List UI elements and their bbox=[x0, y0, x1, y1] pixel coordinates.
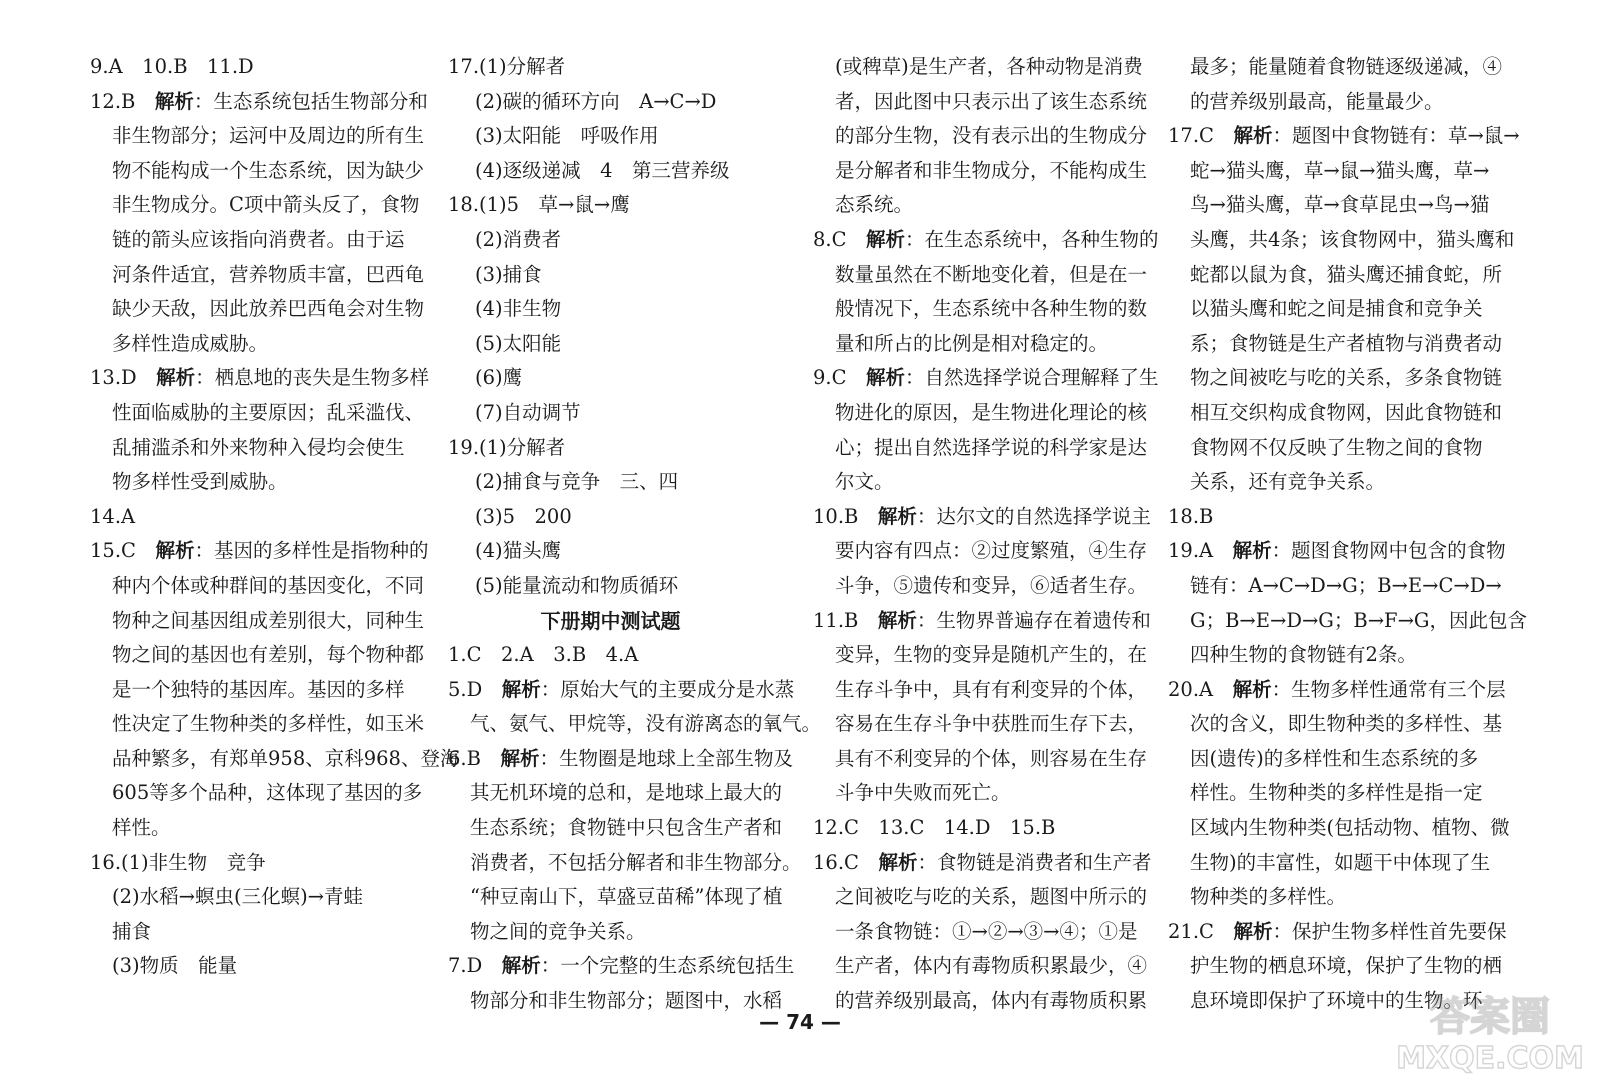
answer-line: 斗争，⑤遗传和变异，⑥适者生存。 bbox=[835, 573, 1148, 597]
answer-column-2 bbox=[448, 50, 822, 1019]
answer-column-4 bbox=[1168, 50, 1527, 1019]
answer-line: 区域内生物种类(包括动物、植物、微 bbox=[1190, 816, 1510, 840]
answer-line: (或稗草)是生产者，各种动物是消费 bbox=[835, 55, 1143, 78]
watermark-title: 答案圈 bbox=[1430, 994, 1550, 1040]
answer-line: 物进化的原因，是生物进化理论的核 bbox=[835, 400, 1148, 424]
analysis-keyword: 解析 bbox=[501, 677, 541, 701]
answer-line: 的营养级别最高，体内有毒物质积累 bbox=[835, 989, 1148, 1013]
analysis-text: ：生物多样性通常有三个层 bbox=[1271, 677, 1506, 701]
answer-line: (4)非生物 bbox=[475, 297, 562, 321]
answer-line: (2)消费者 bbox=[475, 227, 562, 251]
answer-line: 消费者，不包括分解者和非生物部分。 bbox=[470, 850, 802, 874]
answer-line: G；B→E→D→G；B→F→G，因此包含 bbox=[1190, 608, 1527, 632]
answer-line: 之间被吃与吃的关系，题图中所示的 bbox=[835, 885, 1148, 909]
answer-line bbox=[813, 846, 1152, 881]
answer-line: 18.(1)5 草→鼠→鹰 bbox=[448, 193, 630, 217]
answer-line bbox=[813, 500, 1151, 535]
answer-line: 变异，生物的变异是随机产生的，在 bbox=[835, 643, 1148, 667]
answer-line: 19.(1)分解者 bbox=[448, 435, 566, 459]
answer-line: 河条件适宜，营养物质丰富，巴西龟 bbox=[112, 262, 425, 286]
answer-line: 乱捕滥杀和外来物种入侵均会使生 bbox=[112, 435, 405, 459]
answer-line: 样性。 bbox=[112, 816, 171, 840]
answer-line: 是一个独特的基因库。基因的多样 bbox=[112, 677, 405, 701]
analysis-text: ：题图食物网中包含的食物 bbox=[1271, 539, 1506, 563]
answer-line: 斗争中失败而死亡。 bbox=[835, 781, 1011, 805]
analysis-text: ：食物链是消费者和生产者 bbox=[917, 850, 1152, 874]
answer-line: 护生物的栖息环境，保护了生物的栖 bbox=[1190, 954, 1503, 978]
answer-line: 的部分生物，没有表示出的生物成分 bbox=[835, 124, 1148, 148]
answer-line: 头鹰，共4条；该食物网中，猫头鹰和 bbox=[1190, 227, 1515, 251]
answer-line: 数量虽然在不断地变化着，但是在一 bbox=[835, 262, 1148, 286]
answer-number: 6.B bbox=[448, 746, 501, 770]
answer-line: 非生物成分。C项中箭头反了，食物 bbox=[112, 193, 420, 217]
analysis-keyword: 解析 bbox=[877, 504, 917, 528]
answer-line bbox=[1168, 915, 1507, 950]
answer-number: 10.B bbox=[813, 504, 878, 528]
answer-line: 四种生物的食物链有2条。 bbox=[1190, 643, 1417, 667]
answer-line: 物部分和非生物部分；题图中，水稻 bbox=[470, 989, 783, 1013]
answer-line: 次的含义，即生物种类的多样性、基 bbox=[1190, 712, 1503, 736]
answer-number: 16.C bbox=[813, 850, 879, 874]
answer-line: 生存斗争中，具有有利变异的个体， bbox=[835, 677, 1148, 701]
answer-line: (2)碳的循环方向 A→C→D bbox=[475, 89, 717, 113]
answer-number: 5.D bbox=[448, 677, 502, 701]
answer-line: (4)逐级递减 4 第三营养级 bbox=[475, 158, 730, 182]
analysis-keyword: 解析 bbox=[155, 539, 195, 563]
answer-column-1 bbox=[90, 50, 460, 984]
analysis-keyword: 解析 bbox=[1232, 677, 1272, 701]
analysis-keyword: 解析 bbox=[878, 850, 918, 874]
answer-line: 息环境即保护了环境中的生物。环 bbox=[1190, 989, 1483, 1013]
answer-line: 18.B bbox=[1168, 504, 1214, 528]
answer-line: 605等多个品种，这体现了基因的多 bbox=[112, 781, 423, 805]
answer-line bbox=[813, 604, 1151, 639]
analysis-keyword: 解析 bbox=[866, 227, 906, 251]
answer-line: 生产者，体内有毒物质积累最少，④ bbox=[835, 954, 1148, 978]
analysis-keyword: 解析 bbox=[866, 366, 906, 390]
answer-line: 品种繁多，有郑单958、京科968、登海 bbox=[112, 746, 460, 770]
page-number: — 74 — bbox=[759, 1010, 841, 1034]
answer-line bbox=[1168, 119, 1520, 154]
answer-line: (4)猫头鹰 bbox=[475, 539, 562, 563]
answer-line bbox=[90, 534, 429, 569]
answer-line bbox=[448, 742, 793, 777]
analysis-text: ：生态系统包括生物部分和 bbox=[193, 89, 428, 113]
answer-line: 9.A 10.B 11.D bbox=[90, 55, 254, 78]
analysis-keyword: 解析 bbox=[156, 366, 196, 390]
analysis-keyword: 解析 bbox=[1232, 539, 1272, 563]
analysis-text: ：自然选择学说合理解释了生 bbox=[905, 366, 1159, 390]
answer-number: 8.C bbox=[813, 227, 867, 251]
answer-line: 物种类的多样性。 bbox=[1190, 885, 1347, 909]
answer-line: (5)太阳能 bbox=[475, 331, 562, 355]
answer-line: 系；食物链是生产者植物与消费者动 bbox=[1190, 331, 1503, 355]
answer-line: 捕食 bbox=[112, 919, 152, 943]
analysis-keyword: 解析 bbox=[500, 746, 540, 770]
answer-line: 物种之间基因组成差别很大，同种生 bbox=[112, 608, 425, 632]
answer-line: 链有：A→C→D→G；B→E→C→D→ bbox=[1190, 573, 1502, 597]
answer-number: 7.D bbox=[448, 954, 502, 978]
answer-line: 12.C 13.C 14.D 15.B bbox=[813, 816, 1056, 840]
answer-line: 17.(1)分解者 bbox=[448, 55, 566, 78]
answer-line: 心；提出自然选择学说的科学家是达 bbox=[835, 435, 1148, 459]
section-title: 下册期中测试题 bbox=[540, 608, 681, 633]
analysis-text: ：题图中食物链有：草→鼠→ bbox=[1272, 124, 1520, 148]
answer-number: 19.A bbox=[1168, 539, 1233, 563]
answer-line: 生物)的丰富性，如题干中体现了生 bbox=[1190, 850, 1491, 874]
answer-line: 态系统。 bbox=[835, 193, 914, 217]
answer-line: 以猫头鹰和蛇之间是捕食和竞争关 bbox=[1190, 297, 1483, 321]
answer-line bbox=[813, 223, 1159, 258]
answer-line bbox=[1168, 673, 1506, 708]
analysis-text: ：在生态系统中，各种生物的 bbox=[905, 227, 1159, 251]
answer-line: 14.A bbox=[90, 504, 136, 528]
answer-line: 尔文。 bbox=[835, 470, 894, 494]
answer-line: 多样性造成威胁。 bbox=[112, 331, 269, 355]
answer-line: 种内个体或种群间的基因变化，不同 bbox=[112, 573, 425, 597]
analysis-text: ：一个完整的生态系统包括生 bbox=[540, 954, 795, 978]
answer-line: (5)能量流动和物质循环 bbox=[475, 573, 679, 597]
answer-line: (6)鹰 bbox=[475, 366, 523, 390]
analysis-text: ：栖息地的丧失是生物多样 bbox=[195, 366, 430, 390]
answer-line: 食物网不仅反映了生物之间的食物 bbox=[1190, 435, 1483, 459]
analysis-keyword: 解析 bbox=[501, 954, 541, 978]
answer-line: 鸟→猫头鹰，草→食草昆虫→鸟→猫 bbox=[1190, 193, 1490, 217]
analysis-text: ：生物圈是地球上全部生物及 bbox=[539, 746, 793, 770]
answer-line: 蛇都以鼠为食，猫头鹰还捕食蛇，所 bbox=[1190, 262, 1503, 286]
answer-number: 12.B bbox=[90, 89, 155, 113]
answer-line: 生态系统；食物链中只包含生产者和 bbox=[470, 816, 783, 840]
analysis-text: ：生物界普遍存在着遗传和 bbox=[916, 608, 1151, 632]
watermark-url: MXQE.COM bbox=[1396, 1041, 1584, 1076]
answer-line: 性决定了生物种类的多样性，如玉米 bbox=[112, 712, 425, 736]
answer-line: 容易在生存斗争中获胜而生存下去， bbox=[835, 712, 1148, 736]
answer-line: 量和所占的比例是相对稳定的。 bbox=[835, 331, 1109, 355]
answer-line: 一条食物链：①→②→③→④；①是 bbox=[835, 919, 1138, 943]
answer-number: 13.D bbox=[90, 366, 157, 390]
analysis-text: ：保护生物多样性首先要保 bbox=[1272, 919, 1507, 943]
answer-line bbox=[448, 673, 795, 708]
answer-number: 9.C bbox=[813, 366, 867, 390]
answer-line: 般情况下，生态系统中各种生物的数 bbox=[835, 297, 1148, 321]
analysis-keyword: 解析 bbox=[1233, 124, 1273, 148]
answer-line: 物多样性受到威胁。 bbox=[112, 470, 288, 494]
answer-line: 气、氨气、甲烷等，没有游离态的氧气。 bbox=[470, 712, 822, 736]
answer-line: (2)捕食与竞争 三、四 bbox=[475, 470, 679, 494]
answer-line bbox=[813, 361, 1159, 396]
answer-line: 样性。生物种类的多样性是指一定 bbox=[1190, 781, 1483, 805]
answer-line: 非生物部分；运河中及周边的所有生 bbox=[112, 124, 425, 148]
answer-line: (3)太阳能 呼吸作用 bbox=[475, 124, 659, 148]
answer-line: 物之间的基因也有差别，每个物种都 bbox=[112, 643, 425, 667]
answer-line: 性面临威胁的主要原因；乱采滥伐、 bbox=[112, 400, 425, 424]
analysis-keyword: 解析 bbox=[154, 89, 194, 113]
answer-line: 物之间被吃与吃的关系，多条食物链 bbox=[1190, 366, 1503, 390]
answer-line: 其无机环境的总和，是地球上最大的 bbox=[470, 781, 783, 805]
answer-line: 缺少天敌，因此放养巴西龟会对生物 bbox=[112, 297, 425, 321]
answer-line: 具有不利变异的个体，则容易在生存 bbox=[835, 746, 1148, 770]
answer-line bbox=[90, 85, 428, 120]
answer-line bbox=[1168, 534, 1506, 569]
answer-line: (3)5 200 bbox=[475, 504, 572, 528]
analysis-keyword: 解析 bbox=[1233, 919, 1273, 943]
answer-line: “种豆南山下，草盛豆苗稀”体现了植 bbox=[470, 885, 783, 909]
answer-line: (3)捕食 bbox=[475, 262, 542, 286]
analysis-keyword: 解析 bbox=[877, 608, 917, 632]
answer-column-3 bbox=[813, 50, 1159, 1019]
answer-number: 21.C bbox=[1168, 919, 1234, 943]
answer-number: 20.A bbox=[1168, 677, 1233, 701]
answer-line: 物不能构成一个生态系统，因为缺少 bbox=[112, 158, 425, 182]
answer-line: 因(遗传)的多样性和生态系统的多 bbox=[1190, 746, 1479, 770]
answer-line bbox=[448, 949, 795, 984]
answer-line: (7)自动调节 bbox=[475, 400, 581, 424]
analysis-text: ：达尔文的自然选择学说主 bbox=[916, 504, 1151, 528]
answer-line bbox=[90, 361, 430, 396]
answer-line: 者，因此图中只表示出了该生态系统 bbox=[835, 89, 1148, 113]
answer-line: 要内容有四点：②过度繁殖，④生存 bbox=[835, 539, 1148, 563]
answer-line: 链的箭头应该指向消费者。由于运 bbox=[112, 227, 405, 251]
answer-number: 15.C bbox=[90, 539, 156, 563]
answer-line: 是分解者和非生物成分，不能构成生 bbox=[835, 158, 1148, 182]
analysis-text: ：原始大气的主要成分是水蒸 bbox=[540, 677, 795, 701]
answer-line: 关系，还有竞争关系。 bbox=[1190, 470, 1386, 494]
answer-line: 相互交织构成食物网，因此食物链和 bbox=[1190, 400, 1503, 424]
answer-line: 16.(1)非生物 竞争 bbox=[90, 850, 266, 874]
answer-line: 最多；能量随着食物链逐级递减，④ bbox=[1190, 55, 1503, 78]
answer-line: 的营养级别最高，能量最少。 bbox=[1190, 89, 1444, 113]
answer-line: (2)水稻→螟虫(三化螟)→青蛙 bbox=[112, 885, 364, 909]
analysis-text: ：基因的多样性是指物种的 bbox=[194, 539, 429, 563]
answer-line: 蛇→猫头鹰，草→鼠→猫头鹰，草→ bbox=[1190, 158, 1490, 182]
answer-number: 17.C bbox=[1168, 124, 1234, 148]
answer-line: 1.C 2.A 3.B 4.A bbox=[448, 643, 639, 667]
answer-line: (3)物质 能量 bbox=[112, 954, 238, 978]
answer-number: 11.B bbox=[813, 608, 878, 632]
answer-line: 物之间的竞争关系。 bbox=[470, 919, 646, 943]
